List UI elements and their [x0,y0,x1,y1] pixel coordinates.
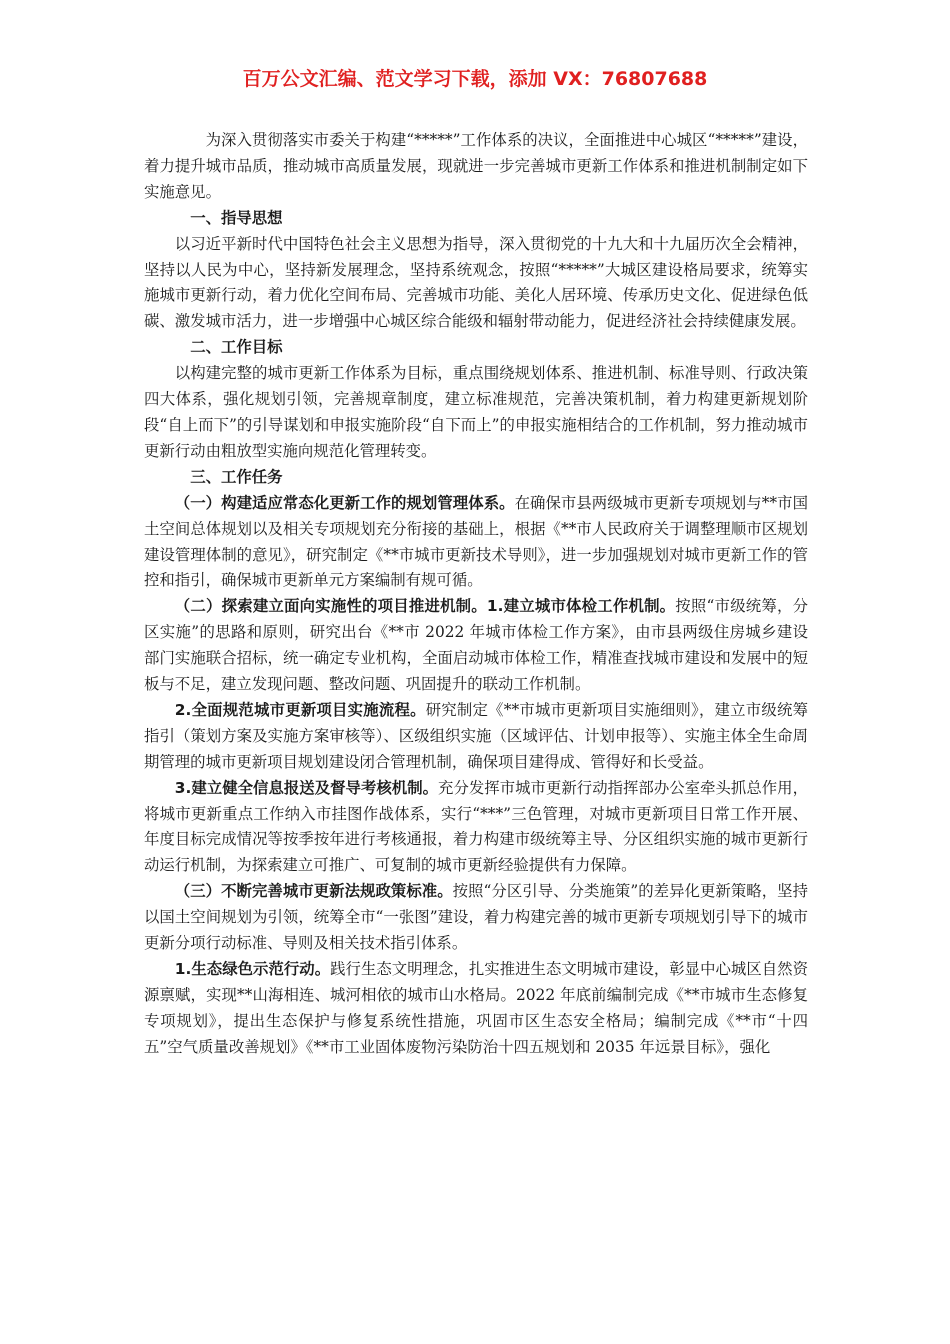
task-2-lead: （二）探索建立面向实施性的项目推进机制。1.建立城市体检工作机制。 [174,597,676,616]
task-paragraph-6 [144,957,808,1061]
task-3-lead: 2.全面规范城市更新项目实施流程。 [174,700,426,719]
task-6-lead: 1.生态绿色示范行动。 [174,960,331,978]
task-paragraph-2 [144,594,808,698]
task-4-lead: 3.建立健全信息报送及督导考核机制。 [174,778,439,797]
task-5-text: 按照“分区引导、分类施策”的差异化更新策略，坚持以国土空间规划为引领，统筹全市“一张图”建设，着力构建完善的城市更新专项规划引导下的城市更新分项行动标准、导则及相关技术指引体系。 [144,882,808,953]
task-3-text: 研究制定《**市城市更新项目实施细则》，建立市级统筹指引（策划方案及实施方案审核等）、区级组织实施（区域评估、计划申报等）、实施主体全生命周期管理的城市更新项目规划建设闭合管理机制，确保项目建得成、管得好和长受益。 [144,700,808,771]
task-paragraph-5 [144,879,808,957]
task-4-text: 充分发挥市城市更新行动指挥部办公室牵头抓总作用，将城市更新重点工作纳入市挂图作战体系，实行“***”三色管理，对城市更新项目日常工作开展、年度目标完成情况等按季按年进行考核通报，着力构建市级统筹主导、分区组织实施的城市更新行动运行机制，为探索建立可推广、可复制的城市更新经验提供有力保障。 [144,778,808,875]
section-heading-1: 一、指导思想 [190,208,283,227]
task-paragraph-1 [144,491,808,595]
task-5-lead: （三）不断完善城市更新法规政策标准。 [174,882,453,901]
work-goal-paragraph: 以构建完整的城市更新工作体系为目标，重点围绕规划体系、推进机制、标准导则、行政决策四大体系，强化规划引领，完善规章制度，建立标准规范，完善决策机制，着力构建更新规划阶段“自上而下”的引导谋划和申报实施阶段“自下而上”的申报实施相结合的工作机制，努力推动城市更新行动由粗放型实施向规范化管理转变。 [144,364,808,460]
task-6-text: 践行生态文明理念，扎实推进生态文明城市建设，彰显中心城区自然资源禀赋，实现**山海相连、城河相依的城市山水格局。2022 年底前编制完成《**市城市生态修复专项规划》，提出生态保护与修复系统性措施，巩固市区生态安全格局；编制完成《**市“十四五”空气质量改善规划》《**市工业固体废物污染防治十四五规划和 2035 年远景目标》，强化 [144,960,808,1056]
task-1-lead: （一）构建适应常态化更新工作的规划管理体系。 [174,493,515,512]
task-paragraph-3 [144,698,808,776]
section-heading-2: 二、工作目标 [190,338,283,357]
task-paragraph-4 [144,776,808,880]
task-1-text: 在确保市县两级城市更新专项规划与**市国土空间总体规划以及相关专项规划充分衔接的基础上，根据《**市人民政府关于调整理顺市区规划建设管理体制的意见》，研究制定《**市城市更新技术导则》，进一步加强规划对城市更新工作的管控和指引，确保城市更新单元方案编制有规可循。 [144,493,808,590]
download-banner: 百万公文汇编、范文学习下载，添加 VX：76807688 [242,68,708,90]
intro-paragraph: 为深入贯彻落实市委关于构建“*****”工作体系的决议，全面推进中心城区“*****”建设，着力提升城市品质，推动城市高质量发展，现就进一步完善城市更新工作体系和推进机制制定如下实施意见。 [144,131,808,201]
task-2-text: 按照“市级统筹，分区实施”的思路和原则，研究出台《**市 2022 年城市体检工作方案》，由市县两级住房城乡建设部门实施联合招标，统一确定专业机构，全面启动城市体检工作，精准查找城市建设和发展中的短板与不足，建立发现问题、整改问题、巩固提升的联动工作机制。 [144,597,808,694]
document-body [144,128,808,1061]
guiding-thought-paragraph: 以习近平新时代中国特色社会主义思想为指导，深入贯彻党的十九大和十九届历次全会精神，坚持以人民为中心，坚持新发展理念，坚持系统观念，按照“*****”大城区建设格局要求，统筹实施城市更新行动，着力优化空间布局、完善城市功能、美化人居环境、传承历史文化、促进绿色低碳、激发城市活力，进一步增强中心城区综合能级和辐射带动能力，促进经济社会持续健康发展。 [144,234,808,331]
section-heading-3: 三、工作任务 [190,467,283,486]
